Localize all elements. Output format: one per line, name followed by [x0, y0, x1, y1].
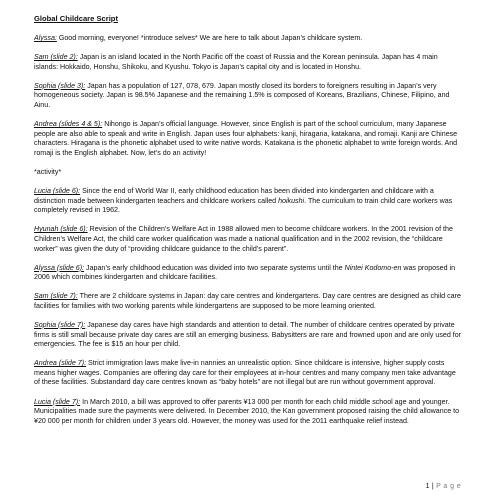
- paragraph-text: Good morning, everyone! *introduce selves* We are here to talk about Japan’s childcare system.: [56, 34, 363, 42]
- script-paragraph: [34, 292, 461, 311]
- script-paragraph: [34, 398, 461, 427]
- paragraph-text: In March 2010, a bill was approved to offer parents ¥13 000 per month for each child middle school age and younger. Municipalities made sure the payments were delivered. In December 2010, the Kan government proposed raising the child allowance to ¥20 000 per month for children under 3 years old. However, the money was used for the 2011 earthquake relief instead.: [34, 397, 460, 425]
- script-paragraph: [34, 120, 461, 158]
- italic-term: Nintei Kodomo-en: [344, 263, 402, 272]
- paragraph-text: Revision of the Children’s Welfare Act in 1988 allowed men to become childcare workers. In the 2001 revision of the Children’s Welfare Act, the child care worker qualification was made a national qualification and in the 2002 revision, the “childcare worker” was given the duty of “providing childcare guidance to the child’s parent”.: [34, 225, 453, 253]
- paragraph-text: Japan’s early childhood education was divided into two separate systems until the: [84, 263, 345, 272]
- script-paragraph: [34, 82, 461, 111]
- paragraph-text: Since the end of World War II, early childhood education has been divided into kindergarten and childcare with a distinction made between kindergarten teachers and childcare workers called: [34, 187, 434, 205]
- paragraph-text: Strict immigration laws make live-in nannies an unrealistic option. Since childcare is intensive, higher supply costs means higher wages. Companies are offering day care for their employees at in-hour centres and many company men take advantage of these facilities. Substandard day care centres known as “baby hotels” are not illegal but are run without government approval.: [34, 359, 456, 387]
- page-number: 1: [425, 483, 430, 490]
- paragraph-text: Japan has a population of 127, 078, 679. Japan mostly closed its borders to foreigners resulting in Japan’s very homogeneous society. Japan is 98.5% Japanese and the remaining 1.5% is composed of Koreans, Brazilians, Chinese, Filipino, and Ainu.: [34, 81, 450, 109]
- speaker-label: Hyunah (slide 6):: [34, 225, 88, 234]
- script-paragraph: [34, 225, 461, 254]
- paragraph-text-continued: . The curriculum to train child care workers was completely revised in 1962.: [34, 196, 453, 215]
- script-paragraph: [34, 168, 461, 178]
- script-body: [34, 34, 461, 426]
- speaker-label: Alyssa (slide 6):: [34, 263, 85, 272]
- script-paragraph: [34, 34, 461, 44]
- page-label: P a g e: [436, 483, 461, 490]
- speaker-label: Andrea (slide 7):: [34, 359, 87, 368]
- paragraph-text: There are 2 childcare systems in Japan: day care centres and kindergartens. Day care centres are designed as child care facilities for families with two working parents while kindergartens are supposed to be more learning oriented.: [34, 292, 461, 310]
- paragraph-text: *activity*: [34, 167, 62, 176]
- page-footer: [426, 482, 461, 491]
- italic-term: hoikushi: [278, 196, 305, 205]
- paragraph-text: Japanese day cares have high standards and attention to detail. The number of childcare centres operated by private firms is still small because private day cares are still an emerging business. Babysitters are rare and frowned upon and are only used for emergencies. The fee is $15 an hour per child.: [34, 320, 462, 349]
- paragraph-text-continued: was proposed in 2006 which combines kindergarten and childcare facilities.: [34, 263, 456, 282]
- script-paragraph: [34, 359, 461, 388]
- paragraph-text: Nihongo is Japan’s official language. However, since English is part of the school curriculum, many Japanese people are also able to speak and write in English. Japan uses four alphabets: kanji, hiragana, katakana, and romaji. Kanji are Chinese characters. Hiragana is the phonetic alphabet used to write native words. Katakana is the phonetic alphabet to write foreign words. And romaji is the English alphabet. Now, let’s do an activity!: [34, 120, 458, 157]
- speaker-label: Sophia (slide 3):: [34, 81, 86, 90]
- speaker-label: Lucia (slide 7):: [34, 397, 81, 406]
- script-paragraph: [34, 321, 461, 350]
- footer-separator: |: [431, 483, 435, 490]
- speaker-label: Sam (slide 2):: [34, 53, 78, 62]
- speaker-label: Alyssa:: [34, 34, 57, 42]
- paragraph-text: Japan is an island located in the North Pacific off the coast of Russia and the Korean peninsula. Japan has 4 main islands: Hokkaido, Honshu, Shikoku, and Kyushu. Tokyo is Japan’s capital city and is located in Honshu.: [34, 53, 438, 71]
- script-paragraph: [34, 187, 461, 216]
- speaker-label: Sophia (slide 7):: [34, 320, 86, 329]
- speaker-label: Andrea (slides 4 & 5):: [34, 120, 103, 129]
- document-title: Global Childcare Script: [34, 14, 118, 23]
- script-paragraph: [34, 264, 461, 283]
- speaker-label: Sam (slide 7):: [34, 292, 78, 301]
- script-paragraph: [34, 53, 461, 72]
- speaker-label: Lucia (slide 6):: [34, 187, 81, 196]
